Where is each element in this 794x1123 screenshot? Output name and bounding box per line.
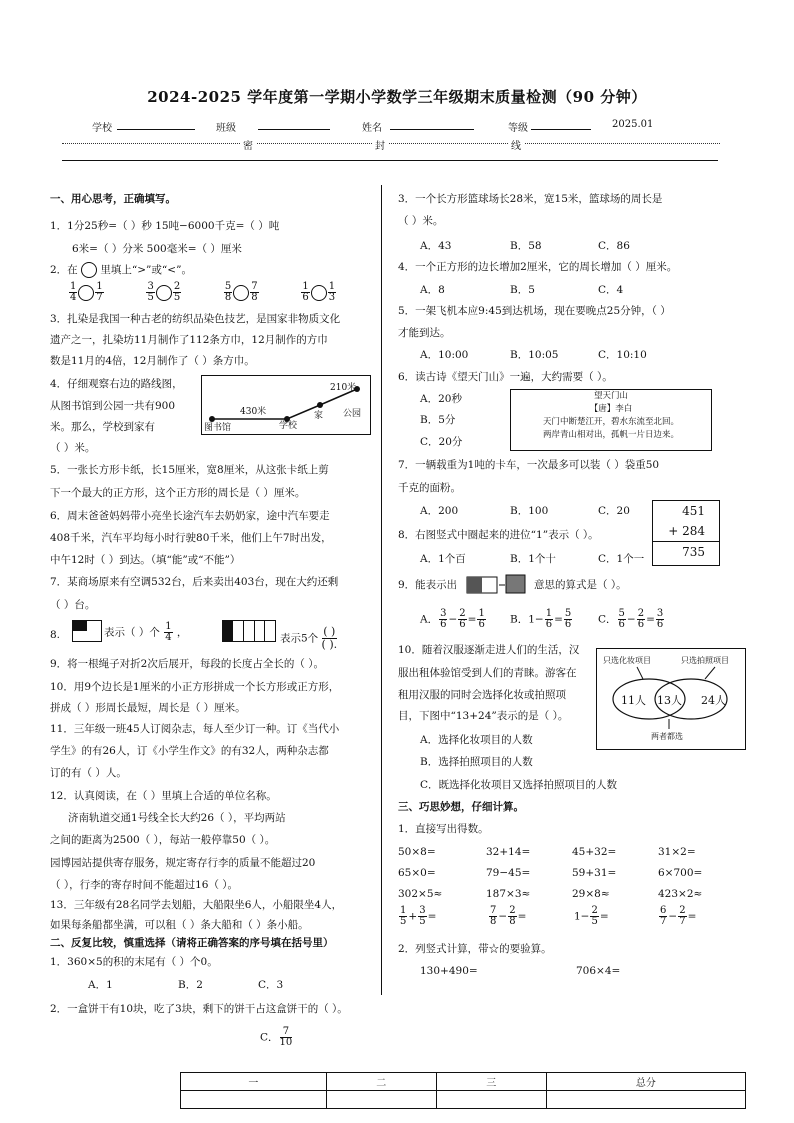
school-label: 学校 xyxy=(92,123,112,134)
den: 10 xyxy=(279,1037,293,1048)
s2-q7-line2: 千克的面粉。 xyxy=(398,482,461,494)
fraction xyxy=(224,282,232,303)
blank-fraction[interactable]: ( ) ( ). xyxy=(321,625,338,651)
q1-line2: 6米=（ ）分米 500毫米=（ ）厘米 xyxy=(72,243,242,255)
opt-label: C． xyxy=(260,1031,279,1044)
q11-line1: 11．三年级一班45人订阅杂志，每人至少订一种。订《当代小 xyxy=(50,723,340,735)
map-dist-1: 430米 xyxy=(240,407,267,417)
den: 6 xyxy=(656,619,664,630)
q11-line2: 学生》的有26人，订《小学生作文》的有32人，两种杂志都 xyxy=(50,745,329,757)
s2-q3-opt-b[interactable]: B．58 xyxy=(510,240,542,252)
s3-q1: 1．直接写出得数。 xyxy=(398,823,489,835)
grade-label: 等级 xyxy=(508,123,528,134)
score-col-1: 一 xyxy=(181,1073,327,1091)
calc-r3c2: 187×3≈ xyxy=(486,888,531,900)
den: 6 xyxy=(302,292,309,303)
calc-r2c2: 79−45= xyxy=(486,867,531,879)
num: 5 xyxy=(618,608,625,619)
compare-circle[interactable] xyxy=(233,285,249,301)
q8-part1 xyxy=(104,622,187,643)
s2-q2-opt-c[interactable] xyxy=(260,1027,293,1048)
q1-line1: 1．1分25秒=（ ）秒 15吨−6000千克=（ ）吨 xyxy=(50,220,280,232)
score-cell[interactable] xyxy=(436,1091,546,1109)
venn-value-a: 11人 xyxy=(621,694,646,707)
den: 6 xyxy=(545,619,553,630)
compare-circle[interactable] xyxy=(311,285,327,301)
num: 6 xyxy=(660,905,667,916)
map-home: 家 xyxy=(314,411,324,421)
fraction xyxy=(328,282,336,303)
q6-line1: 6．周末爸爸妈妈带小亮坐长途汽车去奶奶家，途中汽车要走 xyxy=(50,510,330,522)
q9-svg xyxy=(466,573,526,595)
den: 7 xyxy=(96,292,103,303)
num: 3 xyxy=(656,608,664,619)
q10-line2: 拼成（ ）形周长最短，周长是（ ）厘米。 xyxy=(50,702,246,714)
seal-mark-3: 线 xyxy=(508,137,524,152)
square-quarter-diagram xyxy=(72,620,102,642)
fraction xyxy=(477,609,485,630)
calc-mid: + 284 xyxy=(653,521,719,542)
den: 3 xyxy=(328,292,336,303)
map-library: 图书馆 xyxy=(204,423,232,433)
s2-q7-opt-c[interactable]: C．20 xyxy=(598,505,630,517)
venn-label-both: 两者都选 xyxy=(651,732,683,741)
venn-diagram xyxy=(596,648,746,750)
bar-cell xyxy=(265,621,275,641)
q10-line1: 10．用9个边长是1厘米的小正方形拼成一个长方形或正方形， xyxy=(50,681,340,693)
s2-q2: 2．一盒饼干有10块，吃了3块，剩下的饼干占这盒饼干的（ ）。 xyxy=(50,1003,348,1015)
fraction xyxy=(280,1027,293,1048)
num: 1 xyxy=(302,281,309,292)
bar-cell xyxy=(223,621,234,641)
q2-instruction xyxy=(50,262,192,278)
num: 2 xyxy=(509,905,516,916)
fraction xyxy=(439,609,447,630)
s2-q4: 4．一个正方形的边长增加2厘米，它的周长增加（ ）厘米。 xyxy=(398,261,678,273)
calc-r2c4: 6×700= xyxy=(658,867,703,879)
q6-line3: 中午12时（ ）到达。（填“能”或“不能”） xyxy=(50,554,241,566)
num: 2 xyxy=(679,905,686,916)
den: 7 xyxy=(660,916,667,927)
den: 6 xyxy=(564,619,572,630)
num: 2 xyxy=(637,608,645,619)
fraction xyxy=(590,906,598,927)
q11-line3: 订的有（ ）人。 xyxy=(50,767,127,779)
calc-top: 451 xyxy=(682,504,705,518)
calc-r1c4: 31×2= xyxy=(658,846,696,858)
s2-q9-opt-a[interactable]: A． $\frac{3}{6}$ − $\frac{2}{6}$ = $\frac{1}{6}$ xyxy=(420,608,485,630)
blank-circle-icon xyxy=(81,262,97,278)
q4-line4: （ ）米。 xyxy=(50,442,96,454)
s2-q1-opt-a[interactable]: A．1 xyxy=(88,979,113,991)
q2-text-a: 2．在 xyxy=(50,264,78,276)
column-divider xyxy=(381,185,382,995)
fraction xyxy=(146,282,154,303)
map-school: 学校 xyxy=(279,421,298,431)
s2-q9-opt-b[interactable]: B．1− $\frac{1}{6}$ = $\frac{5}{6}$ xyxy=(510,608,572,630)
s2-q8-opt-c[interactable]: C．1个一 xyxy=(598,553,645,565)
q8-comma: ， xyxy=(176,626,188,639)
vertical-calc-1: 130+490= xyxy=(420,965,478,977)
page-title: 2024-2025 学年度第一学期小学数学三年级期末质量检测（90 分钟） xyxy=(147,88,647,106)
fraction xyxy=(418,906,426,927)
fraction xyxy=(250,282,258,303)
s2-q8-opt-b[interactable]: B．1个十 xyxy=(510,553,556,565)
num: 2 xyxy=(173,281,181,292)
vertical-calc-2: 706×4= xyxy=(576,965,621,977)
section-3-title: 三、巧思妙想，仔细计算。 xyxy=(398,801,524,813)
q7-line2: （ ）台。 xyxy=(50,599,96,611)
q8-text-1: 表示（ ）个 xyxy=(104,626,160,639)
poem-title: 望天门山 xyxy=(593,391,628,401)
q2-comparisons xyxy=(68,282,337,303)
venn-label-photo: 只选拍照项目 xyxy=(681,656,729,665)
q9: 9．将一根绳子对折2次后展开，每段的长度占全长的（ ）。 xyxy=(50,658,324,670)
den: 6 xyxy=(637,619,645,630)
den: 4 xyxy=(165,632,172,643)
s2-q1-opt-b[interactable]: B．2 xyxy=(178,979,203,991)
compare-circle[interactable] xyxy=(156,285,172,301)
section-1-title: 一、用心思考，正确填写。 xyxy=(50,193,176,205)
seal-line xyxy=(62,143,720,144)
name-label: 姓名 xyxy=(362,123,382,134)
q12-line1: 12．认真阅读，在（ ）里填上合适的单位名称。 xyxy=(50,790,277,802)
den: 5 xyxy=(419,916,426,927)
s2-q7-line1: 7．一辆载重为1吨的卡车，一次最多可以装（ ）袋重50 xyxy=(398,459,660,471)
calc-r4c2: $\frac{7}{8}$ − $\frac{2}{8}$ = xyxy=(490,905,527,927)
calc-r1c2: 32+14= xyxy=(486,846,531,858)
num: 1 xyxy=(328,281,336,292)
map-dist-2: 210米 xyxy=(330,383,357,393)
pointer-left xyxy=(637,667,643,679)
score-value-row xyxy=(181,1091,746,1109)
q13-line1: 13．三年级有28名同学去划船，大船限坐6人，小船限坐4人， xyxy=(50,899,343,911)
num: 1 xyxy=(545,608,553,619)
den: 8 xyxy=(251,292,258,303)
den: 5 xyxy=(173,292,181,303)
s2-q10-opt-a[interactable]: A．选择化妆项目的人数 xyxy=(420,734,533,746)
s2-q7-opt-a[interactable]: A．200 xyxy=(420,505,459,517)
s2-q10-opt-b[interactable]: B．选择拍照项目的人数 xyxy=(420,756,533,768)
den: 6 xyxy=(618,619,625,630)
s2-q9-opt-c[interactable]: C． $\frac{5}{6}$ − $\frac{2}{6}$ = $\frac{3}{6}$ xyxy=(598,608,664,630)
s2-q10-line2: 服出租体验馆受到人们的青睐。游客在 xyxy=(398,667,577,679)
num: 7 xyxy=(490,905,497,916)
exam-date: 2025.01 xyxy=(612,119,654,130)
bar-before-fill xyxy=(467,577,482,593)
s2-q3-opt-a[interactable]: A．43 xyxy=(420,240,452,252)
den: 5 xyxy=(147,292,154,303)
score-table xyxy=(180,1072,746,1109)
den: 4 xyxy=(70,292,77,303)
num: 2 xyxy=(459,608,466,619)
s2-q6-opt-a[interactable]: A．20秒 xyxy=(420,393,462,405)
shaded-quarter xyxy=(73,621,87,631)
den: 8 xyxy=(224,292,232,303)
num: 3 xyxy=(147,281,154,292)
s2-q3-opt-c[interactable]: C．86 xyxy=(598,240,630,252)
num: 3 xyxy=(419,905,426,916)
q8-label: 8. xyxy=(50,629,61,641)
s2-q10-opt-c[interactable]: C．既选择化妆项目又选择拍照项目的人数 xyxy=(420,779,618,791)
poem-author: 【唐】李白 xyxy=(589,404,633,414)
s2-q8: 8．右图竖式中圈起来的进位“1”表示（ ）。 xyxy=(398,529,599,541)
map-park: 公园 xyxy=(343,409,362,419)
calc-r4c3: 1− $\frac{2}{5}$ = xyxy=(574,905,609,927)
den: 6 xyxy=(440,619,447,630)
calc-r2c3: 59+31= xyxy=(572,867,617,879)
q4-line1: 4．仔细观察右边的路线图， xyxy=(50,378,183,390)
fraction xyxy=(618,609,626,630)
venn-value-c: 24人 xyxy=(701,694,726,707)
fraction xyxy=(659,906,667,927)
s2-q3-line2: （ ）米。 xyxy=(398,215,444,227)
fraction xyxy=(69,282,77,303)
den: 6 xyxy=(478,619,485,630)
den: 8 xyxy=(490,916,497,927)
q2-text-b: 里填上“>”或“<”。 xyxy=(100,264,192,276)
class-field[interactable] xyxy=(258,129,330,130)
fraction xyxy=(564,609,572,630)
score-col-2: 二 xyxy=(326,1073,436,1091)
q6-line2: 408千米，汽车平均每小时行驶80千米，他们上午7时出发， xyxy=(50,532,332,544)
fraction xyxy=(637,609,645,630)
score-col-3: 三 xyxy=(436,1073,546,1091)
q5-line1: 5．一张长方形卡纸，长15厘米，宽8厘米，从这张卡纸上剪 xyxy=(50,464,329,476)
q8-part2 xyxy=(280,626,337,651)
vertical-calc-box xyxy=(652,500,720,566)
s2-q8-opt-a[interactable]: A．1个百 xyxy=(420,553,466,565)
score-header-row xyxy=(181,1073,746,1091)
calc-r3c3: 29×8≈ xyxy=(572,888,610,900)
class-label: 班级 xyxy=(216,123,236,134)
num: 1 xyxy=(70,281,77,292)
q4-line2: 从图书馆到公园一共有900 xyxy=(50,400,176,412)
s2-q6: 6．读古诗《望天门山》一遍，大约需要（ ）。 xyxy=(398,371,613,383)
q12-line3: 之间的距离为2500（ ），每站一般停靠50（ ）。 xyxy=(50,834,276,846)
s2-q6-opt-c[interactable]: C．20分 xyxy=(420,436,463,448)
s2-q5-line2: 才能到达。 xyxy=(398,327,451,339)
s2-q5-opt-b[interactable]: B．10:05 xyxy=(510,349,559,361)
num: 7 xyxy=(280,1027,293,1038)
section-2-title: 二、反复比较，慎重选择（请将正确答案的序号填在括号里） xyxy=(50,937,334,949)
s2-q7-opt-b[interactable]: B．100 xyxy=(510,505,549,517)
q3-line1: 3．扎染是我国一种古老的纺织品染色技艺，是国家非物质文化 xyxy=(50,313,341,325)
num: 3 xyxy=(440,608,447,619)
s2-q5-opt-c[interactable]: C．10:10 xyxy=(598,349,647,361)
q12-line5: （ ），行李的寄存时间不能超过16（ ）。 xyxy=(50,879,239,891)
s2-q3-line1: 3．一个长方形篮球场长28米，宽15米，篮球场的周长是 xyxy=(398,193,663,205)
q3-line2: 遗产之一，扎染坊11月制作了112条方巾，12月制作的方巾 xyxy=(50,334,328,346)
q13-line2: 如果每条船都坐满，可以租（ ）条大船和（ ）条小船。 xyxy=(50,919,309,931)
s2-q9-text-a: 9．能表示出 xyxy=(398,579,458,591)
seal-mark-2: 封 xyxy=(372,137,388,152)
opt-label: B．1− xyxy=(510,613,544,626)
poem-box xyxy=(510,389,712,451)
q4-line3: 米。那么，学校到家有 xyxy=(50,421,155,433)
school-field[interactable] xyxy=(117,129,195,130)
poem-line-1: 天门中断楚江开，碧水东流至北回。 xyxy=(542,417,679,427)
bar-cell xyxy=(234,621,245,641)
fraction xyxy=(458,609,466,630)
fraction xyxy=(489,906,497,927)
bar-after xyxy=(506,575,525,593)
s2-q5-line1: 5．一架飞机本应9:45到达机场，现在要晚点25分钟，（ ） xyxy=(398,305,671,317)
q8-text-2: 表示5个 xyxy=(280,632,319,645)
calc-r1c1: 50×8= xyxy=(398,846,436,858)
grade-field[interactable] xyxy=(531,129,591,130)
pointer-right xyxy=(705,667,715,679)
calc-r3c1: 302×5≈ xyxy=(398,888,443,900)
s2-q1-opt-c[interactable]: C．3 xyxy=(258,979,284,991)
bar-fifths-diagram xyxy=(222,620,276,642)
q12-line4: 园博园站提供寄存服务，规定寄存行李的质量不能超过20 xyxy=(50,857,316,869)
fraction xyxy=(508,906,516,927)
calc-result: 735 xyxy=(682,545,705,559)
den: 6 xyxy=(459,619,466,630)
s2-q10-line1: 10．随着汉服逐渐走进人们的生活，汉 xyxy=(398,644,580,656)
venn-label-makeup: 只选化妆项目 xyxy=(603,656,651,665)
num: 1 xyxy=(478,608,485,619)
q7-line1: 7．某商场原来有空调532台，后来卖出403台，现在大约还剩 xyxy=(50,576,339,588)
q3-line3: 数是11月的4倍，12月制作了（ ）条方巾。 xyxy=(50,355,255,367)
seal-mark-1: 密 xyxy=(240,137,256,152)
s3-q2: 2．列竖式计算，带☆的要验算。 xyxy=(398,943,552,955)
fraction xyxy=(656,609,664,630)
fraction xyxy=(545,609,553,630)
s2-q5-opt-a[interactable]: A．10:00 xyxy=(420,349,469,361)
compare-circle[interactable] xyxy=(78,285,94,301)
calc-r4c1: $\frac{1}{5}$ + $\frac{3}{5}$ = xyxy=(400,905,437,927)
opt-label: C． xyxy=(598,613,617,626)
fraction xyxy=(678,906,686,927)
s2-q10-line3: 租用汉服的同时会选择化妆或拍照项 xyxy=(398,689,566,701)
den: 5 xyxy=(400,916,407,927)
den: 8 xyxy=(509,916,516,927)
score-cell[interactable] xyxy=(326,1091,436,1109)
s2-q9-text-b: 意思的算式是（ ）。 xyxy=(534,579,627,591)
num: 2 xyxy=(591,905,598,916)
calc-r4c4: $\frac{6}{7}$ − $\frac{2}{7}$ = xyxy=(660,905,697,927)
fraction xyxy=(301,282,309,303)
num: 1 xyxy=(400,905,407,916)
num: 1 xyxy=(96,281,103,292)
score-cell[interactable] xyxy=(546,1091,745,1109)
s2-q4-opt-c[interactable]: C．4 xyxy=(598,284,624,296)
header-rule xyxy=(62,160,718,161)
fraction xyxy=(164,622,172,643)
num: 5 xyxy=(224,281,232,292)
den: 5 xyxy=(591,916,598,927)
route-line xyxy=(212,389,357,419)
num: 7 xyxy=(251,281,258,292)
s2-q10-line4: 目，下图中“13+24”表示的是（ ）。 xyxy=(398,710,569,722)
s2-q4-opt-a[interactable]: A．8 xyxy=(420,284,445,296)
s2-q6-opt-b[interactable]: B．5分 xyxy=(420,414,456,426)
venn-value-b: 13人 xyxy=(657,694,682,707)
s2-q1: 1．360×5的积的末尾有（ ）个0。 xyxy=(50,956,218,968)
s2-q4-opt-b[interactable]: B．5 xyxy=(510,284,535,296)
poem-line-2: 两岸青山相对出，孤帆一片日边来。 xyxy=(542,430,679,440)
q5-line2: 下一个最大的正方形，这个正方形的周长是（ ）厘米。 xyxy=(50,487,306,499)
calc-r3c4: 423×2≈ xyxy=(658,888,703,900)
bar-cell xyxy=(255,621,266,641)
bar-cell xyxy=(244,621,255,641)
fraction xyxy=(399,906,407,927)
fraction xyxy=(95,282,103,303)
calc-r2c1: 65×0= xyxy=(398,867,436,879)
calc-r1c3: 45+32= xyxy=(572,846,617,858)
num: 5 xyxy=(564,608,572,619)
q12-line2: 济南轨道交通1号线全长大约26（ ），平均两站 xyxy=(68,812,286,824)
score-col-total: 总分 xyxy=(546,1073,745,1091)
score-cell[interactable] xyxy=(181,1091,327,1109)
route-map xyxy=(201,375,371,435)
opt-label: A． xyxy=(420,613,439,626)
fraction xyxy=(173,282,181,303)
name-field[interactable] xyxy=(390,129,474,130)
num: 1 xyxy=(165,621,172,632)
den: 7 xyxy=(679,916,686,927)
q9-diagram xyxy=(466,573,526,595)
